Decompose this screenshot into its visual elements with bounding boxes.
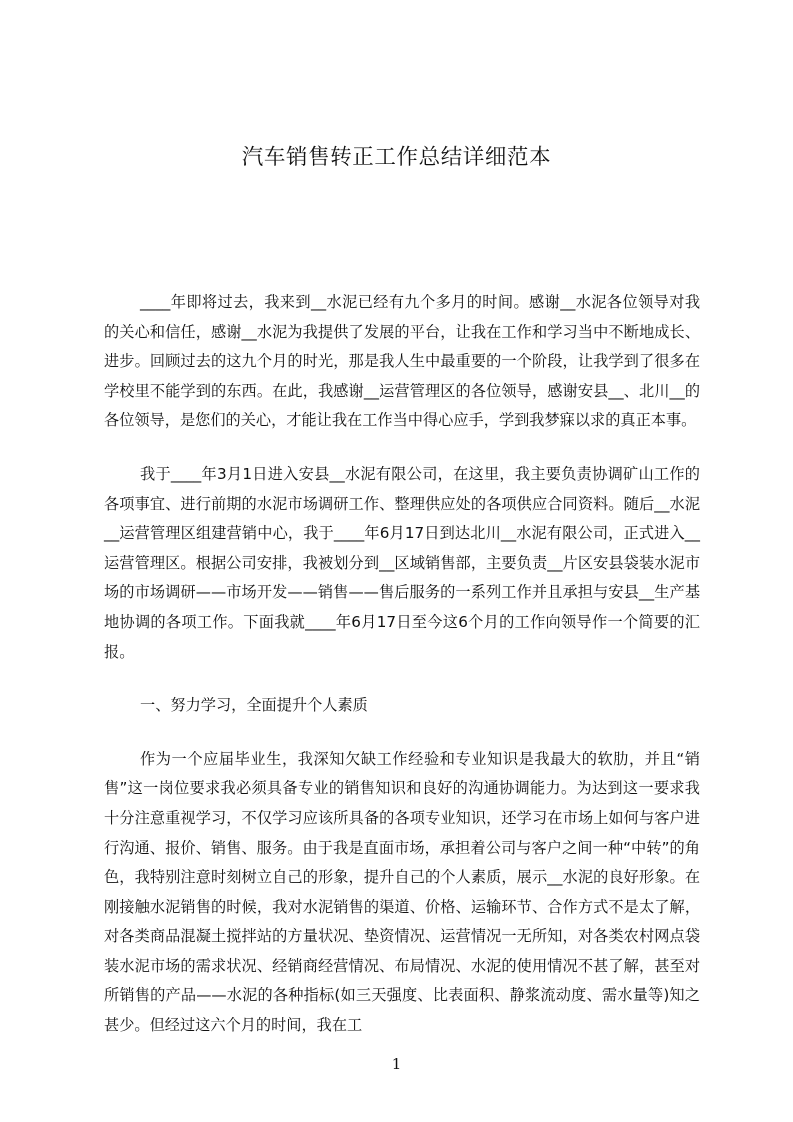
document-title: 汽车销售转正工作总结详细范本 (241, 145, 552, 170)
work-summary-paragraph: 我于____年3月1日进入安县__水泥有限公司，在这里，我主要负责协调矿山工作的各项事宜、进行前期的水泥市场调研工作、整理供应处的各项供应合同资料。随后__水泥__运营管理区组建营销中心，我于____年6月17日到达北川__水泥有限公司，正式进入__运营管理区。根据公司安排，我被划分到__区域销售部，主要负责__片区安县袋装水泥市场的市场调研——市场开发——销售——售后服务的一系列工作并且承担与安县__生产基地协调的各项工作。下面我就____年6月17日至今这6个月的工作向领导作一个简要的汇报。 (104, 464, 700, 661)
page-number: 1 (391, 1055, 402, 1073)
section-paragraph: 作为一个应届毕业生，我深知欠缺工作经验和专业知识是我最大的软肋，并且“销售”这一岗位要求我必须具备专业的销售知识和良好的沟通协调能力。为达到这一要求我十分注意重视学习，不仅学习应该所具备的各项专业知识，还学习在市场上如何与客户进行沟通、报价、销售、服务。由于我是直面市场，承担着公司与客户之间一种“中转”的角色，我特别注意时刻树立自己的形象，提升自己的个人素质，展示__水泥的良好形象。在刚接触水泥销售的时候，我对水泥销售的渠道、价格、运输环节、合作方式不是太了解，对各类商品混凝土搅拌站的方量状况、垫资情况、运营情况一无所知，对各类农村网点袋装水泥市场的需求状况、经销商经营情况、布局情况、水泥的使用情况不甚了解，甚至对所销售的产品——水泥的各种指标(如三天强度、比表面积、静浆流动度、需水量等)知之甚少。但经过这六个月的时间，我在工 (104, 749, 700, 1035)
document-body (104, 288, 700, 1065)
intro-paragraph: ____年即将过去，我来到__水泥已经有九个多月的时间。感谢__水泥各位领导对我的关心和信任，感谢__水泥为我提供了发展的平台，让我在工作和学习当中不断地成长、进步。回顾过去的这九个月的时光，那是我人生中最重要的一个阶段，让我学到了很多在学校里不能学到的东西。在此，我感谢__运营管理区的各位领导，感谢安县__、北川__的各位领导，是您们的关心，才能让我在工作当中得心应手，学到我梦寐以求的真正本事。 (104, 293, 700, 430)
section-heading: 一、努力学习，全面提升个人素质 (140, 696, 368, 715)
